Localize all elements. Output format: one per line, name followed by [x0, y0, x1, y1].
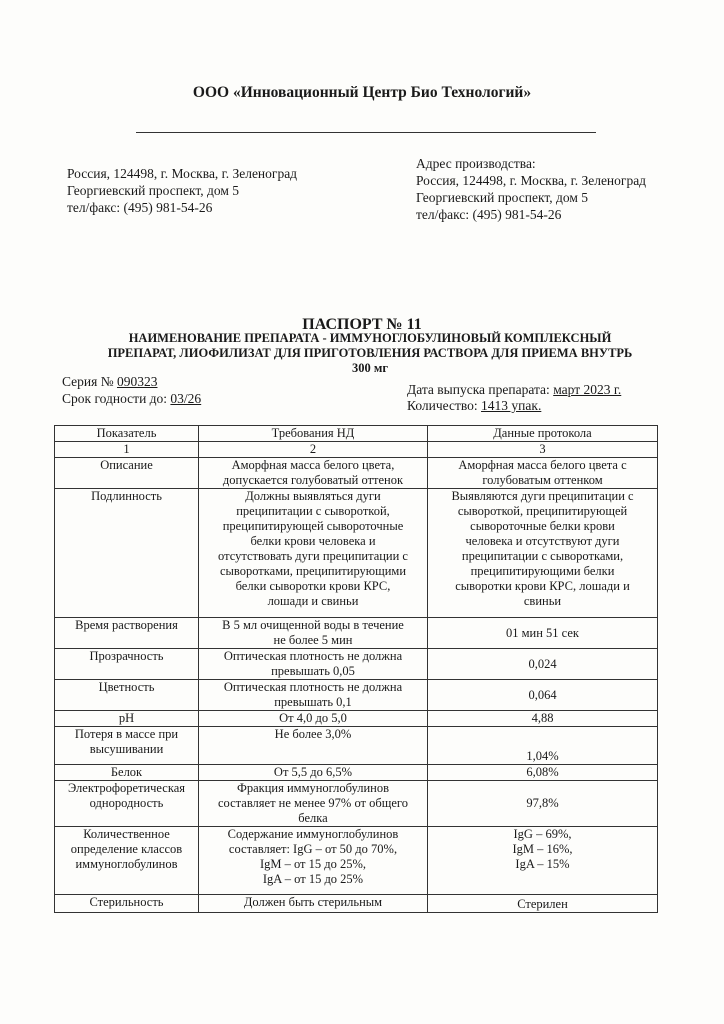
cell-line: pH: [118, 711, 135, 725]
cell-line: определение классов: [70, 842, 183, 856]
address-line: тел/факс: (495) 981-54-26: [67, 200, 213, 215]
requirement-cell: [199, 680, 428, 711]
cell-line: белки крови человека и: [250, 534, 376, 548]
cell-line: Количественное: [83, 827, 170, 841]
table-number-row: [55, 442, 658, 458]
requirement-cell: [199, 618, 428, 649]
product-name: [60, 331, 680, 376]
quantity: [407, 397, 541, 414]
column-header: Показатель: [55, 426, 199, 442]
quantity-value: 1413 упак.: [481, 398, 542, 413]
address-line: Георгиевский проспект, дом 5: [416, 190, 589, 205]
column-number: 3: [428, 442, 658, 458]
cell-line: Электрофоретическая: [67, 781, 186, 795]
expiry-date: [62, 390, 201, 407]
cell-line: белки сыворотки крови КРС,: [235, 579, 391, 593]
cell-line: 6,08%: [526, 765, 559, 779]
result-cell: [428, 781, 658, 827]
cell-line: Белок: [110, 765, 143, 779]
column-header: Требования НД: [199, 426, 428, 442]
cell-line: Аморфная масса белого цвета,: [231, 458, 395, 472]
cell-line: От 4,0 до 5,0: [279, 711, 347, 725]
cell-line: сывороткой, преципитирующей: [457, 504, 628, 518]
parameter-cell: [55, 827, 199, 895]
table-row: [55, 895, 658, 913]
cell-line: сыворотками, преципитирующими: [219, 564, 407, 578]
cell-line: 97,8%: [526, 796, 559, 810]
cell-line: 0,064: [528, 687, 557, 702]
cell-line: допускается голубоватый оттенок: [222, 473, 404, 487]
cell-line: сывороточные белки крови: [470, 519, 615, 533]
table-row: [55, 458, 658, 489]
requirement-cell: [199, 765, 428, 781]
result-cell: [428, 827, 658, 895]
product-name-line: НАИМЕНОВАНИЕ ПРЕПАРАТА - ИММУНОГЛОБУЛИНОВЫЙ КОМПЛЕКСНЫЙ: [128, 331, 612, 345]
result-cell: [428, 458, 658, 489]
cell-line: составляет не менее 97% от общего: [218, 796, 408, 810]
result-cell: [428, 727, 658, 765]
parameter-cell: [55, 618, 199, 649]
cell-line: IgG – 69%,: [513, 827, 572, 841]
requirement-cell: [199, 895, 428, 913]
result-cell: [428, 895, 658, 913]
requirement-cell: [199, 489, 428, 618]
requirement-cell: [199, 781, 428, 827]
parameter-cell: [55, 649, 199, 680]
company-name: ООО «Инновационный Центр Био Технологий»: [192, 84, 532, 101]
requirement-cell: [199, 458, 428, 489]
cell-line: Стерилен: [517, 897, 568, 911]
address-line: Георгиевский проспект, дом 5: [67, 183, 240, 198]
cell-line: Не более 3,0%: [274, 727, 352, 741]
requirement-cell: [199, 827, 428, 895]
result-cell: [428, 618, 658, 649]
cell-line: однородность: [89, 796, 164, 810]
cell-line: не более 5 мин: [273, 633, 353, 647]
release-date: [407, 381, 621, 398]
cell-line: высушивании: [89, 742, 164, 756]
parameter-cell: [55, 895, 199, 913]
cell-line: преципитации с сывороткой,: [236, 504, 390, 518]
cell-line: IgA – 15%: [515, 857, 570, 871]
cell-line: составляет: IgG – от 50 до 70%,: [228, 842, 398, 856]
cell-line: Фракция иммуноглобулинов: [236, 781, 390, 795]
requirement-cell: [199, 649, 428, 680]
cell-line: Прозрачность: [89, 649, 164, 663]
table-row: [55, 727, 658, 765]
cell-line: 1,04%: [526, 749, 559, 763]
result-cell: [428, 489, 658, 618]
cell-line: Оптическая плотность не должна: [223, 649, 403, 663]
cell-line: преципитирующими белки: [470, 564, 615, 578]
cell-line: Время растворения: [75, 618, 178, 632]
cell-line: лошади и свиньи: [267, 594, 359, 608]
specification-table: [54, 425, 658, 913]
table-row: [55, 680, 658, 711]
cell-line: превышать 0,1: [274, 695, 352, 709]
cell-line: человека и отсутствуют дуги: [465, 534, 620, 548]
cell-line: отсутствовать дуги преципитации с: [218, 549, 408, 563]
table-header-row: [55, 426, 658, 442]
cell-line: Оптическая плотность не должна: [223, 680, 403, 694]
cell-line: преципитирующей сывороточные: [222, 519, 404, 533]
cell-line: IgM – от 15 до 25%,: [259, 857, 367, 871]
address-line: тел/факс: (495) 981-54-26: [416, 207, 562, 222]
cell-line: 01 мин 51 сек: [506, 625, 579, 640]
cell-line: белка: [298, 811, 328, 825]
column-number: 2: [199, 442, 428, 458]
table-row: [55, 489, 658, 618]
release-label: Дата выпуска препарата:: [407, 382, 554, 397]
release-value: март 2023 г.: [553, 382, 622, 397]
result-cell: [428, 711, 658, 727]
cell-line: превышать 0,05: [271, 664, 355, 678]
cell-line: 0,024: [528, 656, 557, 671]
cell-line: голубоватым оттенком: [482, 473, 603, 487]
cell-line: Подлинность: [91, 489, 162, 503]
table-row: [55, 649, 658, 680]
cell-line: От 5,5 до 6,5%: [273, 765, 353, 779]
address-production: [416, 155, 646, 223]
address-line: Россия, 124498, г. Москва, г. Зеленоград: [416, 173, 647, 188]
parameter-cell: [55, 765, 199, 781]
table-row: [55, 711, 658, 727]
expiry-label: Срок годности до:: [62, 391, 171, 406]
parameter-cell: [55, 711, 199, 727]
address-line: Адрес производства:: [416, 156, 536, 171]
cell-line: Выявляются дуги преципитации с: [451, 489, 634, 503]
cell-line: свиньи: [523, 594, 562, 608]
cell-line: Аморфная масса белого цвета с: [458, 458, 627, 472]
cell-line: 4,88: [531, 711, 554, 725]
cell-line: Должны выявляться дуги: [245, 489, 381, 503]
series-value: 090323: [116, 374, 158, 389]
table-row: [55, 618, 658, 649]
requirement-cell: [199, 711, 428, 727]
product-name-line: ПРЕПАРАТ, ЛИОФИЛИЗАТ ДЛЯ ПРИГОТОВЛЕНИЯ РАСТВОРА ДЛЯ ПРИЕМА ВНУТРЬ: [107, 346, 633, 360]
address-line: Россия, 124498, г. Москва, г. Зеленоград: [67, 166, 298, 181]
passport-title: ПАСПОРТ № 11: [302, 316, 422, 333]
parameter-cell: [55, 781, 199, 827]
parameter-cell: [55, 458, 199, 489]
product-dosage: 300 мг: [351, 361, 389, 375]
cell-line: сыворотки крови КРС, лошади и: [455, 579, 630, 593]
parameter-cell: [55, 727, 199, 765]
parameter-cell: [55, 489, 199, 618]
parameter-cell: [55, 680, 199, 711]
table-row: [55, 827, 658, 895]
series-label: Серия №: [62, 374, 117, 389]
result-cell: [428, 765, 658, 781]
quantity-label: Количество:: [407, 398, 482, 413]
cell-line: преципитации с сыворотками,: [461, 549, 624, 563]
cell-line: Потеря в массе при: [74, 727, 179, 741]
table-row: [55, 765, 658, 781]
series-number: [62, 373, 157, 390]
address-left: [67, 165, 297, 216]
column-header: Данные протокола: [428, 426, 658, 442]
header-divider: [136, 132, 596, 133]
cell-line: IgM – 16%,: [512, 842, 573, 856]
requirement-cell: [199, 727, 428, 765]
cell-line: Цветность: [98, 680, 155, 694]
table-row: [55, 781, 658, 827]
column-number: 1: [55, 442, 199, 458]
cell-line: Должен быть стерильным: [243, 895, 383, 909]
cell-line: Содержание иммуноглобулинов: [227, 827, 399, 841]
cell-line: иммуноглобулинов: [75, 857, 178, 871]
cell-line: IgA – от 15 до 25%: [262, 872, 364, 886]
cell-line: В 5 мл очищенной воды в течение: [222, 618, 404, 632]
cell-line: Стерильность: [89, 895, 164, 909]
expiry-value: 03/26: [170, 391, 202, 406]
cell-line: Описание: [100, 458, 153, 472]
result-cell: [428, 680, 658, 711]
result-cell: [428, 649, 658, 680]
